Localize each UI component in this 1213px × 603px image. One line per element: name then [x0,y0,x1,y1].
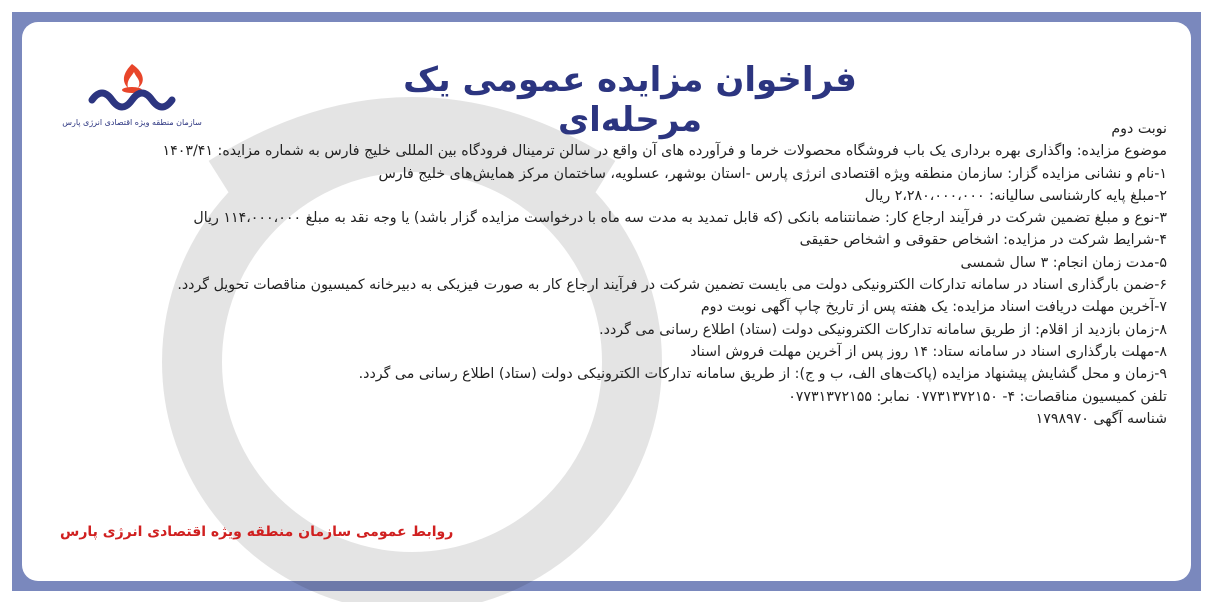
opening-time: ۹-زمان و محل گشایش پیشنهاد مزایده (پاکت‌های الف، ب و ج): از طریق سامانه تدارکات الکترونیکی دولت (ستاد) اطلاع رسانی می گردد. [358,366,1167,383]
flame-logo-icon [62,60,202,120]
notice-title: فراخوان مزایده عمومی یک مرحله‌ای [403,60,857,140]
document-deadline: ۷-آخرین مهلت دریافت اسناد مزایده: یک هفته پس از تاریخ چاپ آگهی نوبت دوم [700,299,1167,316]
notice-id: شناسه آگهی ۱۷۹۸۹۷۰ [1035,410,1167,427]
auction-subject: موضوع مزایده: واگذاری بهره برداری یک باب فروشگاه محصولات خرما و فرآورده های آن واقع در سالن ترمینال فرودگاه بین المللی خلیج فارس به شماره مزایده: ۱۴۰۳/۴۱ [162,143,1167,160]
contact-phone: تلفن کمیسیون مناقصات: ۴- ۰۷۷۳۱۳۷۲۱۵۰ نمابر: ۰۷۷۳۱۳۷۲۱۵۵ [788,388,1167,405]
auctioneer-name-address: ۱-نام و نشانی مزایده گزار: سازمان منطقه ویژه اقتصادی انرژی پارس -استان بوشهر، عسلویه، ساختمان مرکز همایش‌های خلیج فارس [378,165,1167,182]
inspection-time: ۸-زمان بازدید از اقلام: از طریق سامانه تدارکات الکترونیکی دولت (ستاد) اطلاع رسانی می گردد. [599,321,1167,338]
notice-body [47,118,1167,430]
guarantee-type: ۳-نوع و مبلغ تضمین شرکت در فرآیند ارجاع کار: ضمانتنامه بانکی (که قابل تمدید به مدت سه ماه با درخواست مزایده گزار باشد) یا وجه نقد به مبلغ ۱۱۴،۰۰۰،۰۰۰ ریال [193,210,1167,227]
document-upload-note: ۶-ضمن بارگذاری اسناد در سامانه تدارکات الکترونیکی دولت می بایست تضمین شرکت در فرآیند ارجاع کار به صورت فیزیکی به دبیرخانه کمیسیون مناقصات تحویل گردد. [177,277,1167,294]
base-price: ۲-مبلغ پایه کارشناسی سالیانه: ۲،۲۸۰،۰۰۰،۰۰۰ ریال [864,187,1167,204]
contract-duration: ۵-مدت زمان انجام: ۳ سال شمسی [960,254,1167,271]
upload-deadline: ۸-مهلت بارگذاری اسناد در سامانه ستاد: ۱۴ روز پس از آخرین مهلت فروش اسناد [690,343,1167,360]
public-relations-footer: روابط عمومی سازمان منطقه ویژه اقتصادی انرژی پارس [60,524,454,540]
logo-caption: سازمان منطقه ویژه اقتصادی انرژی پارس [62,118,202,127]
round-label: نوبت دوم [1111,121,1167,137]
participation-conditions: ۴-شرایط شرکت در مزایده: اشخاص حقوقی و اشخاص حقیقی [799,232,1167,249]
